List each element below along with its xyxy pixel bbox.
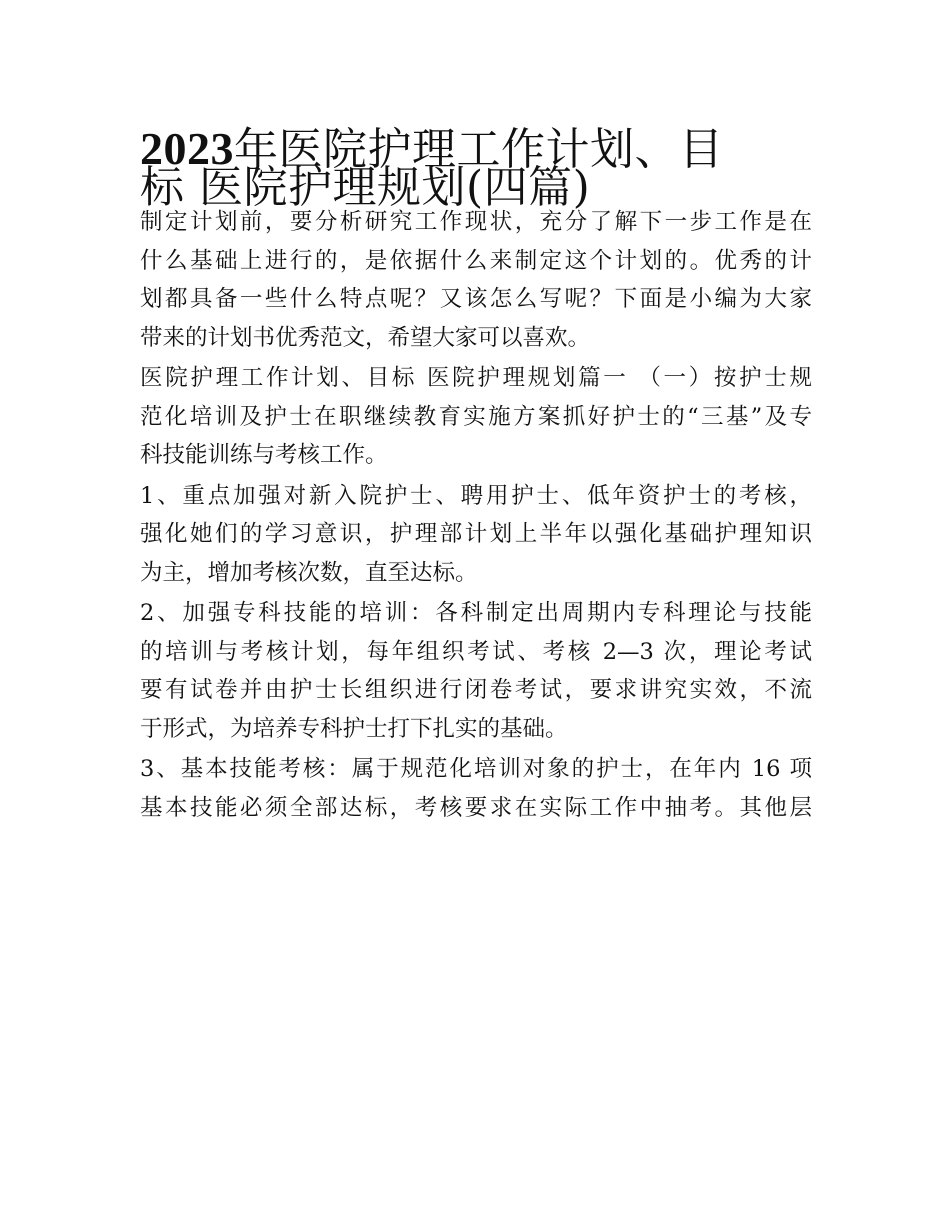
paragraph-line: 3、基本技能考核：属于规范化培训对象的护士，在年内 16 项 (140, 756, 812, 782)
title-line-2: 标 医院护理规划(四篇) (140, 161, 591, 213)
paragraph-line: 制定计划前，要分析研究工作现状，充分了解下一步工作是在 (140, 209, 812, 235)
section-one-paragraph (140, 359, 812, 475)
paragraph-line: 基本技能必须全部达标，考核要求在实际工作中抽考。其他层 (140, 794, 812, 821)
document-title (140, 112, 812, 213)
paragraph-line: 强化她们的学习意识，护理部计划上半年以强化基础护理知识 (140, 521, 812, 547)
intro-paragraph (140, 203, 812, 357)
paragraph-line: 的培训与考核计划，每年组织考试、考核 2—3 次，理论考试 (140, 638, 812, 665)
item-3-paragraph (140, 750, 812, 827)
item-2-paragraph (140, 594, 812, 748)
paragraph-line: 科技能训练与考核工作。 (140, 442, 388, 468)
paragraph-line: 1、重点加强对新入院护士、聘用护士、低年资护士的考核， (140, 482, 812, 509)
document-body (140, 112, 812, 827)
title-line-1-text: 年医院护理工作计划、目 (234, 124, 724, 175)
paragraph-line: 范化培训及护士在职继续教育实施方案抓好护士的“三基”及专 (140, 403, 812, 430)
paragraph-line: 什么基础上进行的，是依据什么来制定这个计划的。优秀的计 (140, 247, 812, 274)
paragraph-line: 要有试卷并由护士长组织进行闭卷考试，要求讲究实效，不流 (140, 677, 812, 703)
paragraph-line: 划都具备一些什么特点呢？又该怎么写呢？下面是小编为大家 (140, 286, 812, 312)
title-year: 2023 (140, 123, 234, 174)
paragraph-line: 于形式，为培养专科护士打下扎实的基础。 (140, 715, 568, 742)
paragraph-line: 2、加强专科技能的培训：各科制定出周期内专科理论与技能 (140, 600, 812, 626)
paragraph-line: 带来的计划书优秀范文，希望大家可以喜欢。 (140, 324, 591, 351)
title-line-1 (140, 112, 812, 175)
paragraph-line: 医院护理工作计划、目标 医院护理规划篇一 （一）按护士规 (140, 365, 812, 391)
item-1-paragraph (140, 477, 812, 593)
paragraph-line: 为主，增加考核次数，直至达标。 (140, 559, 478, 586)
